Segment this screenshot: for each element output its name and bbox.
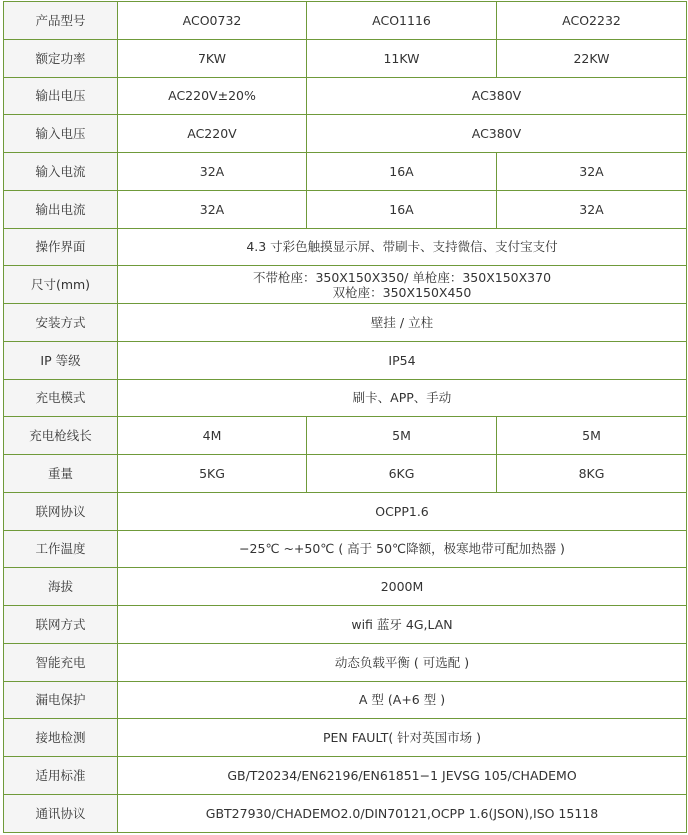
table-row — [4, 794, 687, 832]
table-row — [4, 568, 687, 606]
table-row — [4, 643, 687, 681]
value-cell: 2000M — [118, 568, 687, 606]
row-label: 通讯协议 — [4, 794, 118, 832]
value-cell: OCPP1.6 — [118, 492, 687, 530]
value-cell: 32A — [118, 153, 307, 191]
value-cell: AC220V±20% — [118, 77, 307, 115]
value-cell: 7KW — [118, 39, 307, 77]
value-cell: 32A — [118, 190, 307, 228]
row-label: IP 等级 — [4, 341, 118, 379]
value-cell: −25℃ ~+50℃ ( 高于 50℃降额，极寒地带可配加热器 ) — [118, 530, 687, 568]
table-row — [4, 681, 687, 719]
value-cell: 4M — [118, 417, 307, 455]
row-label: 输入电流 — [4, 153, 118, 191]
value-cell: 32A — [497, 190, 687, 228]
table-row — [4, 341, 687, 379]
table-row — [4, 304, 687, 342]
value-cell: 16A — [307, 153, 497, 191]
value-cell: AC220V — [118, 115, 307, 153]
value-line: 双枪座：350X150X450 — [332, 284, 472, 300]
value-cell: 5KG — [118, 455, 307, 493]
table-row — [4, 492, 687, 530]
value-cell: 5M — [307, 417, 497, 455]
value-line: 不带枪座：350X150X350/ 单枪座：350X150X370 — [252, 269, 552, 285]
spec-table-body — [4, 2, 687, 833]
value-cell: PEN FAULT( 针对英国市场 ) — [118, 719, 687, 757]
value-cell: ACO2232 — [497, 2, 687, 40]
row-label: 安装方式 — [4, 304, 118, 342]
row-label: 智能充电 — [4, 643, 118, 681]
table-row — [4, 190, 687, 228]
table-row — [4, 153, 687, 191]
table-row — [4, 77, 687, 115]
value-cell: 32A — [497, 153, 687, 191]
value-cell: 8KG — [497, 455, 687, 493]
value-cell: wifi 蓝牙 4G,LAN — [118, 606, 687, 644]
table-row — [4, 455, 687, 493]
row-label: 操作界面 — [4, 228, 118, 266]
row-label: 充电模式 — [4, 379, 118, 417]
row-label: 输入电压 — [4, 115, 118, 153]
row-label: 漏电保护 — [4, 681, 118, 719]
value-cell: 壁挂 / 立柱 — [118, 304, 687, 342]
table-row — [4, 379, 687, 417]
value-cell: ACO1116 — [307, 2, 497, 40]
row-label: 联网协议 — [4, 492, 118, 530]
table-row — [4, 266, 687, 304]
row-label: 尺寸(mm) — [4, 266, 118, 304]
row-label: 工作温度 — [4, 530, 118, 568]
table-row — [4, 417, 687, 455]
row-label: 产品型号 — [4, 2, 118, 40]
table-row — [4, 115, 687, 153]
value-cell — [118, 266, 687, 304]
value-cell: AC380V — [307, 115, 687, 153]
spec-table — [3, 1, 687, 833]
row-label: 海拔 — [4, 568, 118, 606]
row-label: 重量 — [4, 455, 118, 493]
row-label: 充电枪线长 — [4, 417, 118, 455]
row-label: 输出电压 — [4, 77, 118, 115]
row-label: 额定功率 — [4, 39, 118, 77]
row-label: 输出电流 — [4, 190, 118, 228]
value-cell: IP54 — [118, 341, 687, 379]
value-cell: 5M — [497, 417, 687, 455]
table-row — [4, 719, 687, 757]
table-row — [4, 2, 687, 40]
value-cell: 22KW — [497, 39, 687, 77]
value-cell: GB/T20234/EN62196/EN61851−1 JEVSG 105/CHADEMO — [118, 757, 687, 795]
value-cell: ACO0732 — [118, 2, 307, 40]
row-label: 联网方式 — [4, 606, 118, 644]
value-cell: 16A — [307, 190, 497, 228]
value-cell: A 型 (A+6 型 ) — [118, 681, 687, 719]
table-row — [4, 39, 687, 77]
value-cell: 动态负载平衡 ( 可选配 ) — [118, 643, 687, 681]
value-cell: GBT27930/CHADEMO2.0/DIN70121,OCPP 1.6(JSON),ISO 15118 — [118, 794, 687, 832]
table-row — [4, 228, 687, 266]
value-cell: AC380V — [307, 77, 687, 115]
value-cell: 11KW — [307, 39, 497, 77]
row-label: 接地检测 — [4, 719, 118, 757]
value-cell: 4.3 寸彩色触摸显示屏、带刷卡、支持微信、支付宝支付 — [118, 228, 687, 266]
value-cell: 刷卡、APP、手动 — [118, 379, 687, 417]
row-label: 适用标准 — [4, 757, 118, 795]
table-row — [4, 530, 687, 568]
table-row — [4, 606, 687, 644]
table-row — [4, 757, 687, 795]
value-cell: 6KG — [307, 455, 497, 493]
